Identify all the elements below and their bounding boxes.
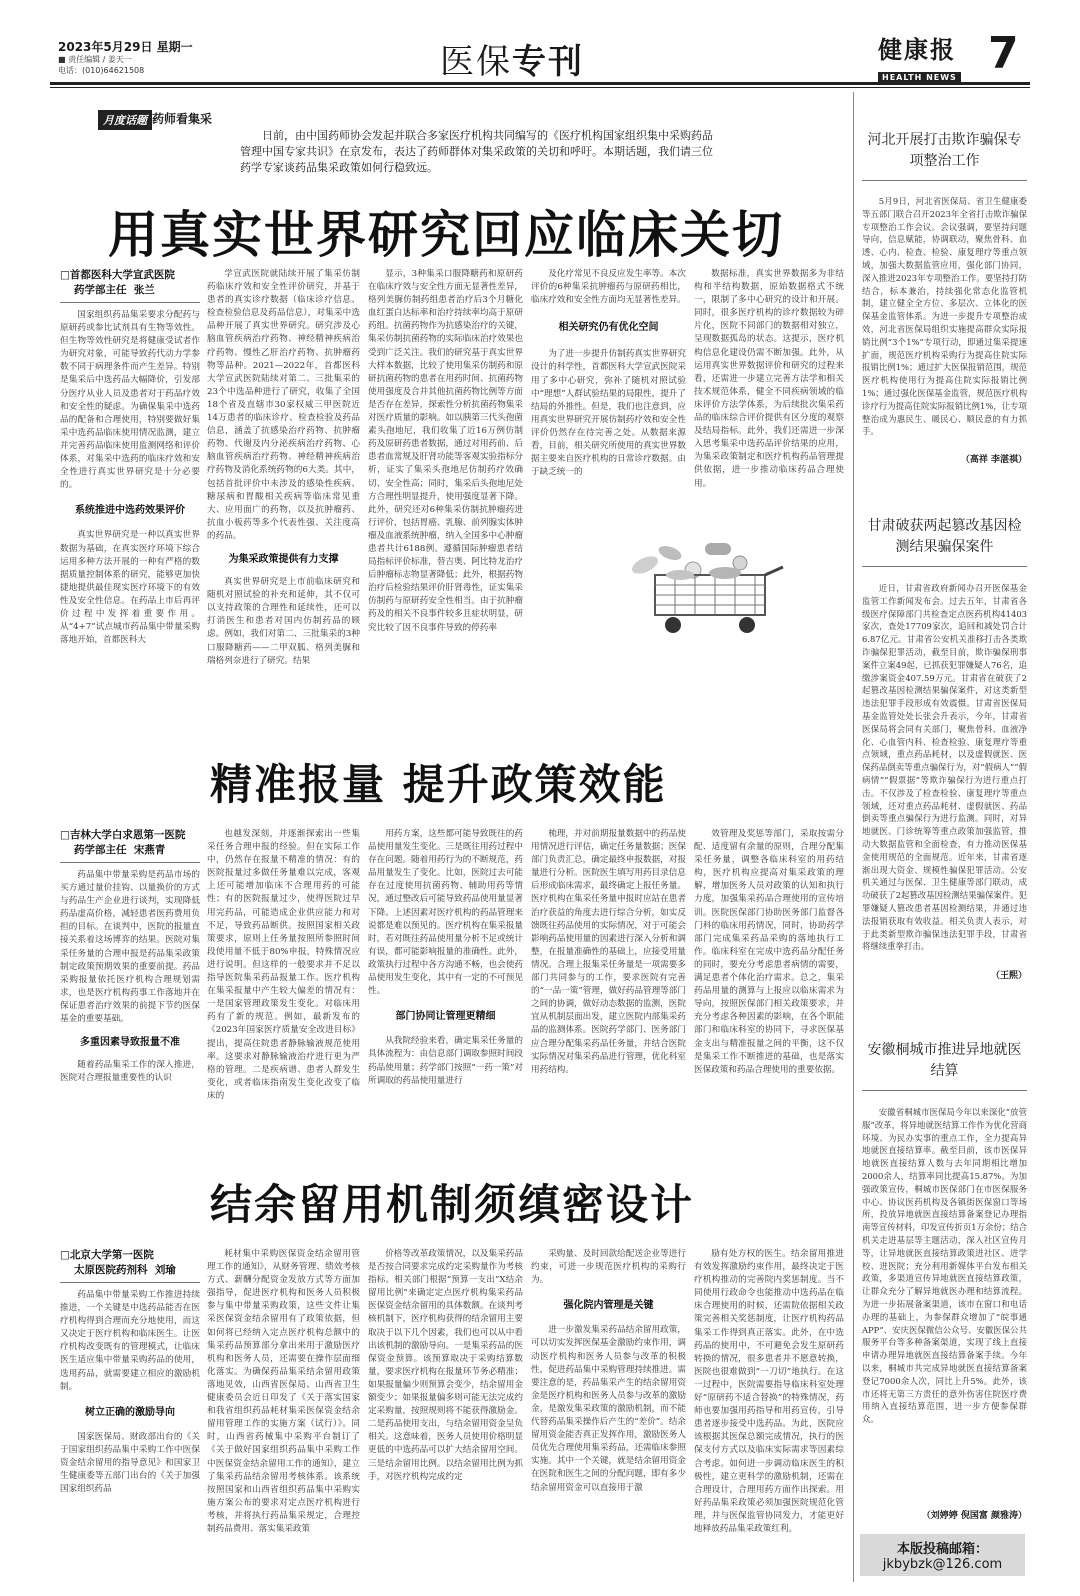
article3-paragraph: 采购量、及时回款给配送企业等进行约束，可进一步规范医疗机构的采购行为。 xyxy=(531,1249,686,1286)
sidebar-news3-body xyxy=(862,1106,1027,1501)
sidebar-news1-author: （高祥 李湛祺） xyxy=(960,455,1027,465)
phone-line: 电话：(010)64621508 xyxy=(58,66,145,75)
sidebar-news1-paragraph: 5月9日，河北省医保局、省卫生健康委等五部门联合召开2023年全省打击欺诈骗保专项整治工作会议。会议强调，要坚持问题导向，信息赋能，协调联动，聚焦骨科、血透、心内、检查、检验、康复理疗等重点领域，加强大数据监管应用，强化部门协同，深入推进2023年专项整治工作。要坚持打防结合，标本兼治，持续强化常态化监管机制，建立健全全方位、多层次、立体化的医保基金监管体系。为进一步提升专项整治成效，河北省医保局组织实施提高群众实际报销比例“3个1%”专项行动，即通过集采提速扩面，规范医疗机构采购行为提高住院实际报销比例1%；通过扩大医保报销范围，规范医疗机构使用行为提高住院实际报销比例1%；通过强化医保基金监管，规范医疗机构诊疗行为提高住院实际报销比例1%，让专项整治成为惠民生、暖民心、顺民意的有力抓手。 xyxy=(862,196,1027,437)
article1-paragraph: 为了进一步提升仿制药真实世界研究设计的科学性，首都医科大学宣武医院采用了多中心研究，弥补了随机对照试验中“理想”人群试验结果的局限性，提升了结局的外推性。但是，我们也注意到，应用真实世界研究开展仿制药疗效和安全性评价仍然存在待完善之处。从数据来源看，目前，相关研究所使用的真实世界数据主要来自医疗机构的日常诊疗数据。由于缺乏统一的 xyxy=(531,349,686,478)
sidebar-news2-title: 甘肃破获两起篡改基因检测结果骗保案件 xyxy=(867,518,1022,555)
article3-subhead-2: 强化院内管理是关键 xyxy=(563,1300,654,1312)
article2-column-2 xyxy=(207,828,360,1128)
section-title-plain: 医保 xyxy=(440,42,512,82)
article1-column-3 xyxy=(368,268,523,728)
article3-paragraph: 耗材集中采购医保资金结余留用管理工作的通知》，从财务管理、绩效考核方式、薪酬分配资金发放方式等方面加强指导，促进医疗机构和医务人员积极参与集中带量采购政策，这些文件让集采医保资金结余留用有了政策依据，但如何将已经纳入定点医疗机构总额中的集采药品预算部分拿出来用于激励医疗机构和医务人员，还需要在操作层面细化落实。为确保药品集采结余留用政策落地见效，山西省医保局、山西省卫生健康委员会近日印发了《关于落实国家和我省组织药品耗材集采医保资金结余留用管理工作的实施方案（试行）》。同时，山西省药械集中采购平台制订了《关于做好国家组织药品集中采购工作中医保资金结余留用工作的通知》，建立了集采药品结余留用考核体系。该系统按照国家和山西省组织药品集中采购实施方案公布的要求对定点医疗机构进行考核，并将执行药品集采规定，合理控制药品费用、落实集采政策 xyxy=(207,1249,360,1534)
article1-paragraph: 真实世界研究是上市前临床研究和随机对照试验的补充和延伸，其不仅可以支持政策的合理性和延续性，还可以打消医生和患者对国内仿制药品的顾虑。例如，我们对第二、三批集采的3种口服降糖药——二甲双胍、格列美脲和瑞格列奈进行了研究。结果 xyxy=(207,577,360,666)
sidebar-news2-author: （王熙） xyxy=(990,971,1027,981)
editor-line: ■ 责任编辑 / 姜天一 xyxy=(58,55,132,64)
article1-subhead-3: 相关研究仍有优化空间 xyxy=(558,322,659,334)
article3-column-2 xyxy=(207,1248,360,1583)
article3-paragraph: 进一步激发集采药品结余留用政策，可以切实发挥医保基金激励约束作用，调动医疗机构和医务人员参与改革的积极性，促进药品集中采购管理持续推进。需要注意的是，药品集采产生的结余留用资金是医疗机构和医务人员参与改革的激励金，是激发集采政策的激励机制，而不能代替药品集采操作后产生的“差价”。结余留用资金能否真正发挥作用，激励医务人员优先合理使用集采药品，还需临床参照实施。其中一个关键，就是结余留用资金在医院和医生之间的分配问题，即有多少结余留用资金可以直接用于激 xyxy=(531,1325,686,1493)
article3-paragraph: 价格等改革政策情况，以及集采药品是否按合同要求完成约定采购量作为考核指标。相关部门根据“预算一支出”X结余留用比例”来确定定点医疗机构集采药品医保资金结余留用的具体数额。在谈判考核机制下，医疗机构获得的结余留用主要取决于以下几个因素，我们也可以从中看出该机制的激励导向。一是集采药品的医保资金预算。该预算取决于采购结算数量，要求医疗机构在报量环节务必精准；如果报量偏少则预算会变少，结余留用金额变少；如果报量偏多则可能无法完成约定采购量，按照规则将不能获得激励金。二是药品使用支出，与结余留用资金呈负相关。这意味着，医务人员使用价格明显更低的中选药品可以扩大结余留用空间。三是结余留用比例。以结余留用比例为抓手，对医疗机构完成约定 xyxy=(368,1249,523,1482)
sidebar-news2-body xyxy=(862,582,1027,967)
article3-byline-role: 太原医院药剂科 xyxy=(74,1264,148,1276)
article1-byline-org: □首都医科大学宣武医院 xyxy=(60,269,175,281)
article3-paragraph: 国家医保局、财政部出台的《关于国家组织药品集中采购工作中医保资金结余留用的指导意见》和国家卫生健康委等五部门出台的《关于加强国家组织药品 xyxy=(60,1431,200,1495)
article3-byline-org: □北京大学第一医院 xyxy=(60,1249,154,1261)
editor-info xyxy=(58,54,144,76)
article1-byline xyxy=(60,283,200,298)
article3-column-1 xyxy=(60,1248,200,1583)
article3-paragraph: 励有处方权的医生。结余留用推进有效发挥激励约束作用，最终决定于医疗机构推动的完善院内奖惩制度。当不同使用行政命令也能推动中选药品在临床合理使用的时候，还需院依据相关政策完善相关奖惩制度，让医疗机构药品集采工作得到真正落实。此外，在中选药品的使用中，不可避免会发生原研药转换的情况，很多患者并不愿意转换，医院也很难做到“一刀切”地执行。在这一过程中，医院需要指导临床科室处理好“原研药不适合替换”的特殊情况，药师也要加强用药指导和用药宣传，引导患者逐步接受中选药品。为此，医院应该根据其医保总额完成情况，执行的医保支付方式以及临床实际需求等因素综合考虑。如何进一步调动临床医生的积极性，建立更科学的激励机制，还需在合理设计，合理用药方面作出探索。用好药品集采政策必须加强医院规范化管理，并与医保监管协同发力，才能更好地释放药品集采政策红利。 xyxy=(694,1249,844,1534)
newspaper-logo xyxy=(878,30,978,84)
shopping-cart-pills-illustration xyxy=(615,525,790,640)
article3-headline: 结余留用机制须缜密设计 xyxy=(210,1180,695,1229)
sidebar-news3-paragraph: 安徽省桐城市医保局今年以来深化“放管服”改革，将异地就医结算工作作为优化营商环境、为民办实事的重点工作，全力提高异地就医直接结算率。截至目前，该市医保异地就医直接结算人数与去年同期相比增加2000余人，结算率同比提高15.87%。为加强政策宣传，桐城市医保部门在市医保服务中心、协议医药机构及各镇街医保窗口等场所，投放异地就医直接结算备案登记办理指南等宣传材料，印发宣传折页1万余份；结合机关走进基层等主题活动，深入社区宣传月等，让异地就医直接结算政策进社区、进学校、进医院；充分利用新媒体平台发布相关政策，多渠道宣传异地就医直接结算政策，让群众充分了解异地就医办理和结算流程。为进一步拓展备案渠道，该市在窗口和电话办理的基础上，为参保群众增加了“皖事通APP”、安庆医保微信公众号、安徽医保公共服务平台等多种备案渠道，实现了线上直接申请办理异地就医直接结算备案手续。今年以来，桐城市共完成异地就医直接结算备案登记7000余人次，同比上升5%。此外，该市还将无第三方责任的意外伤害住院医疗费用纳入直接结算范围，进一步方便参保群众。 xyxy=(862,1107,1027,1425)
article2-byline-name: 宋燕青 xyxy=(133,844,166,856)
sidebar-divider xyxy=(853,92,854,1582)
article2-headline: 精准报量 提升政策效能 xyxy=(210,760,667,809)
article2-paragraph: 从我院经验来看，确定集采任务量的具体流程为：由信息部门调取参照时间段药品使用量；药学部门按照“一药一策”对所调取的药品使用量进行 xyxy=(368,1036,523,1086)
article2-column-4 xyxy=(531,828,686,1128)
article2-paragraph: 也越发深刻，并逐渐探索出一些集采任务合理申报的经验。但在实际工作中，仍然存在报量不精准的情况：有的医院报量过多做任务量难以完成，客观上还可能增加临床不合理用药的可能性；有的医院报量过少，使得医院过早用完药品，可能造成企业供应能力和对不足，导致药品断供。按照国家相关政策要求，原则上任务量按照所参照时间段使用量不低于80%申报，特殊情况应进行说明。但这样的一般要求并不足以指导医院集采药品报量工作。医疗机构在集采报量中产生较大偏差的情况有：一是国家管理政策发生变化。对临床用药有了新的规范。例如，最新发布的《2023年国家医疗质量安全改进目标》提出，提高住院患者静脉输液规范使用率。这要求对静脉输液治疗进行更为严格的管理。二是疾病谱、患者人群发生变化，或者临床指南发生变化改变了临床的 xyxy=(207,829,360,1101)
article3-byline xyxy=(60,1263,200,1278)
byline-divider xyxy=(60,302,200,303)
byline-divider xyxy=(60,1282,200,1283)
article1-byline-role: 药学部主任 xyxy=(74,284,127,296)
mailbox-label: 本版投稿邮箱： xyxy=(896,1542,988,1557)
article1-paragraph: 数据标准，真实世界数据多为非结构和半结构数据，原始数据格式不统一，限制了多中心研究的设计和开展。同时，很多医疗机构的诊疗数据较为碎片化，医院不同部门的数据相对独立，呈现数据孤岛的状态。这提示，医疗机构信息化建设仍需不断加强。此外，从运用真实世界数据评价和研究的过程来看，还需进一步建立完善方法学和相关技术规范体系，健全不同疾病领域的临床评价方法学体系，为后续批次集采药品的临床综合评价提供有区分度的观察及结局指标。此外，我们还需进一步深入思考集采中选药品评价结果的应用，为集采政策制定和医疗机构药品管理提供依据，进一步推动临床药品合理使用。 xyxy=(694,269,844,489)
article1-byline-name: 张兰 xyxy=(133,284,155,296)
article1-headline: 用真实世界研究回应临床关切 xyxy=(108,206,784,264)
article3-column-3 xyxy=(368,1248,523,1583)
sidebar-news1-title: 河北开展打击欺诈骗保专项整治工作 xyxy=(867,132,1022,169)
article2-column-1 xyxy=(60,828,200,1128)
article1-subhead-1: 系统推进中选药效果评价 xyxy=(75,505,185,517)
logo-text: 健康报 xyxy=(878,35,956,64)
article2-byline-role: 药学部主任 xyxy=(74,844,127,856)
article1-column-1 xyxy=(60,268,200,728)
article2-subhead-1: 多重因素导致报量不准 xyxy=(80,1037,180,1049)
article3-paragraph: 药品集中带量采购工作推进持续推进，一个关键是中选药品能否在医疗机构得到合理而充分地使用，而这又决定于医疗机构和临床医生。让医疗机构改变既有的管理模式，让临床医生适应集中带量采购药品的使用，选用药品，就需要建立相应的激励机制。 xyxy=(60,1290,200,1392)
article1-subhead-2: 为集采政策提供有力支撑 xyxy=(228,553,339,565)
sidebar-divider-line xyxy=(862,1090,1027,1091)
article2-paragraph: 效管理及奖惩等部门，采取按需分配、适度留有余量的原则，合理分配集采任务量，调整各临床科室的用药结构，医疗机构应提高对集采政策的理解，增加医务人员对政策的认知和执行力度，加强集采药品合理使用的宣传培训。医院医保部门协助医务部门监督各门科的临床用药情况，同时，协助药学部门完成集采药品采购的落地执行工作。临床科室在完成中选药品分配任务的同时，要充分考虑患者病情的需要，满足患者个体化治疗需求。总之，集采药品用量的测算与上报应以临床需求为导向，按照医保部门相关政策要求，并充分考虑各种因素的影响，在各个职能部门和临床科室的协同下，寻求医保基金支出与精准报量之间的平衡，这不仅是集采工作不断推进的基础，也是落实医保政策和药品合理使用的重要依据。 xyxy=(694,829,844,1075)
article1-paragraph: 真实世界研究是一种以真实世界数据为基础，在真实医疗环境下综合运用多种方法开展的一种有严格的数据质量控制体系的研究，能够更加快捷地提供最佳现实医疗环境下的有效性及安全性信息。在药品上市后再评价过程中发挥着重要作用。从“4+7”试点城市药品集中带量采购落地开始，首都医科大 xyxy=(60,530,200,646)
article1-column-4 xyxy=(531,268,686,523)
header-rule xyxy=(50,82,1030,85)
feature-intro: 日前，由中国药师协会发起并联合多家医疗机构共同编写的《医疗机构国家组织集中采购药品管理中国专家共识》在京发布，表达了药师群体对集采政策的关切和呼吁。本期话题，我们请三位药学专家谈药品集采政策如何行稳致远。 xyxy=(240,129,713,174)
header-rule-thin xyxy=(50,87,1030,88)
sidebar-news1-body xyxy=(862,195,1027,450)
article2-byline-org: □吉林大学白求恩第一医院 xyxy=(60,829,186,841)
sidebar-news3-title: 安徽桐城市推进异地就医结算 xyxy=(867,1042,1022,1079)
feature-tag: 月度话题 xyxy=(98,110,152,130)
article1-column-2 xyxy=(207,268,360,728)
article3-column-4 xyxy=(531,1248,686,1583)
issue-date: 2023年5月29日 星期一 xyxy=(58,40,193,54)
sidebar-news2-paragraph: 近日，甘肃省政府新闻办召开医保基金监管工作新闻发布会。过去五年，甘肃省各级医疗保障部门共检查定点医药机构41403家次，查处17709家次，追回和减处罚合计6.87亿元。甘肃省公安机关准移打击各类欺诈骗保犯罪活动，截至目前，欺诈骗保刑事案件立案49起，已抓获犯罪嫌疑人76名，追缴涉案资金407.59万元。甘肃省在破获了2起篡改基因检测结果骗保案件，对这类新型违法犯罪手段形成有效震慑。甘肃省医保局基金监管处处长张会升表示，今年，甘肃省医保局将会同有关部门，聚焦骨科、血液净化、心血管内科、检查检验、康复理疗等重点领域，重点药品耗材，以及虚假就医、医保药品倒卖等重点骗保行为，对“假病人”“假病情”“假票据”等欺诈骗保行为进行重点打击。不仅涉及了检查检验、康复理疗等重点领域，还对重点药品耗材、虚假就医、药品倒卖等重点骗保行为进行监测。同时，对异地就医、门诊统筹等重点政策加强监管，推动大数据监管和全面检查，有力推动医保基金使用规范的全面规范。近年来，甘肃省逐渐出现大资金、规模性骗保犯罪活动。公安机关通过与医保、卫生健康等部门联动，成功破获了2起篡改基因检测结果骗保案件。犯罪嫌疑人篡改患者基因检测结果，并通过违法报销获取有效收益。相关负责人表示，对于此类新型欺诈骗保违法犯罪手段，甘肃省将继续重拳打击。 xyxy=(862,583,1027,952)
article1-paragraph: 及化疗常见不良反应发生率等。本次评价的6种集采抗肿瘤药与原研药相比，临床疗效和安全性方面均无显著性差异。 xyxy=(531,269,686,306)
article3-column-5 xyxy=(694,1248,844,1583)
article1-paragraph: 显示，3种集采口服降糖药和原研药在临床疗效与安全性方面无显著性差异，格列美脲仿制药组患者治疗后3个月糖化血红蛋白达标率和治疗持续率均高于原研药组。抗菌药物作为抗感染治疗的关键，集采仿制抗菌药物的实际临床治疗效果也受到广泛关注。我们的研究基于真实世界大样本数据，比较了使用集采仿制药和原研抗菌药物的患者在用药时间、抗菌药物使用强度及合并其他抗菌药物比例等方面是否存在差异，探索性分析抗菌药物集采对医疗质量的影响。如以胰第三代头孢菌素头孢地尼，我们收集了近16万例仿制药及原研药患者数据，通过对用药前、后患者血常规及肝肾功能等客观实验指标分析，证实了集采头孢地尼仿制药疗效确切、安全性高；同时，集采后头孢地尼处方合理性明显提升，使用强度显著下降。此外，研究还对6种集采仿制抗肿瘤药进行评价，包括胃癌、乳腺、前列腺实体肿瘤及血液系统肿瘤，纳入全国多中心肿瘤患者共计6188例。遵循国际肿瘤患者结局指标评价标准，替吉奥、阿比特龙治疗后肿瘤标志物显著降低；此外，根据药物治疗后检验结果评价肝肾毒性，证实集采仿制药与原研药安全性相当。由于抗肿瘤药及的相关不良事件较多且症状明显，研究比较了因不良事件导致的停药率 xyxy=(368,269,523,633)
page-section-title xyxy=(440,34,584,83)
sidebar-divider-line xyxy=(862,180,1027,181)
article2-paragraph: 随着药品集采工作的深入推进，医院对合理报量重要性的认识 xyxy=(60,1060,200,1084)
page-number: 7 xyxy=(988,28,1019,79)
article3-subhead-1: 树立正确的激励导向 xyxy=(85,1406,175,1418)
article2-column-3 xyxy=(368,828,523,1128)
logo-en: HEALTH NEWS xyxy=(878,72,961,83)
feature-subtitle: 药师看集采 xyxy=(152,112,213,126)
article2-paragraph: 梳理，并对前期报量数据中的药品使用情况进行评估，确定任务量数据；医保部门负责汇总，确定最终申报数据，对报量进行分析。医院医生填写用药目录信息后形成临床需求，最终确定上报任务量。医疗机构在集采任务量申报时应站在患者治疗获益的角度去进行综合分析，如实反馈既往药品使用的实际情况，对于可能会影响药品使用量的因素进行深入分析和调整，在报量准确性的基础上，应接受用量情况。合理上报集采任务量是一项需要多部门共同参与的工作，要求医院有完善的“一品一策”管理，做好药品管理等部门之间的协调，做好动态数据的监测，医院宜从机制层面出发，建立医院内部集采药品的监测体系。医院药学部门、医务部门应合理分配集采药品任务量，并结合医院实际情况对集采药品进行管理，优化科室用药结构。 xyxy=(531,829,686,1075)
article2-paragraph: 用药方案，这些都可能导致既往的药品使用量发生变化。三是既往用药过程中存在问题。随着用药行为的不断规范，药品用量发生了变化。比如，医院过去可能存在过度使用抗菌药物、辅助用药等情况，通过整改后可能导致药品使用量显著下降。上述因素对医疗机构的药品管理来说都是难以预见的。医疗机构在集采报量时，若对既往药品使用量分析不足或统计有误，都可能影响报量的准确性。此外，政策执行过程中各方沟通不畅，也会使药品使用发生变化，其中有一定的不可预见性。 xyxy=(368,829,523,997)
article3-byline-name: 刘瑜 xyxy=(154,1264,176,1276)
section-title-bold: 专刊 xyxy=(512,42,584,82)
submission-mailbox xyxy=(860,1534,1025,1576)
mailbox-address: jkbybzk@126.com xyxy=(882,1557,1003,1572)
article1-paragraph: 国家组织药品集采要求分配药与原研药或参比试剂具有生物等效性。但生物等效性研究是将健康受试者作为研究对象，可能导致药代动力学参数不同于病理条件而产生差异。特别是集采后中选药品大幅降价，引发部分医疗从业人员及患者对于药品疗效和安全性的疑虑。为确保集采中选药品的配备和合理使用，特别要做好集采中选药品临床使用情况监测，建立并完善药品临床使用监测网络和评价体系，对集采中选药的临床疗效和安全性进行真实世界研究是十分必要的。 xyxy=(60,310,200,491)
article1-paragraph: 学宣武医院就陆续开展了集采仿制药临床疗效和安全性评价研究，并基于患者的真实诊疗数据（临床诊疗信息、检查检验信息及药品信息），对集采中选品种开展了真实世界研究。研究涉及心脑血管疾病治疗药物、神经精神疾病治疗药物、慢性乙肝治疗药物、抗肿瘤药物等品种。2021—2022年，首都医科大学宣武医院陆续对第二、三批集采的23个中选品种进行了研究，收集了全国18个省及直辖市30家权威三甲医院近14万患者的临床诊疗、检查检验及药品信息，涵盖了抗感染治疗药物、抗肿瘤药物、代谢及内分泌疾病治疗药物、心脑血管疾病治疗药物、神经精神疾病治疗药物及消化系统药物的6大类。其中，包括首批评价中未涉及的感染性疾病、糖尿病和胃酸相关疾病等临床常见重大、应用面广的药物，以及抗肿瘤药、抗血小板药等多个代表性强、关注度高的药品。 xyxy=(207,269,360,541)
article1-column-5 xyxy=(694,268,844,518)
sidebar-divider-line xyxy=(862,566,1027,567)
article2-byline xyxy=(60,843,200,858)
article2-subhead-2: 部门协同让管理更精细 xyxy=(395,1011,496,1023)
sidebar-news3-author: （刘婷婷 倪国富 颜雅涛） xyxy=(921,1511,1027,1521)
article2-paragraph: 药品集中带量采购是药品市场的买方通过量价挂钩、以量换价的方式与药品生产企业进行谈判，实现降低药品虚高价格，减轻患者医药费用负担的目标。在谈判中，医院的报量直接关系着这场博弈的结果。医院对集采任务量的合理申报是药品集采政策制定政策预期效果的重要前提。药品采购报量依托医疗机构合理规划需求，也是医疗机构药事工作落地并在保证患者治疗效果的前提下节约医保基金的重要基础。 xyxy=(60,870,200,1025)
article2-column-5 xyxy=(694,828,844,1128)
byline-divider xyxy=(60,862,200,863)
